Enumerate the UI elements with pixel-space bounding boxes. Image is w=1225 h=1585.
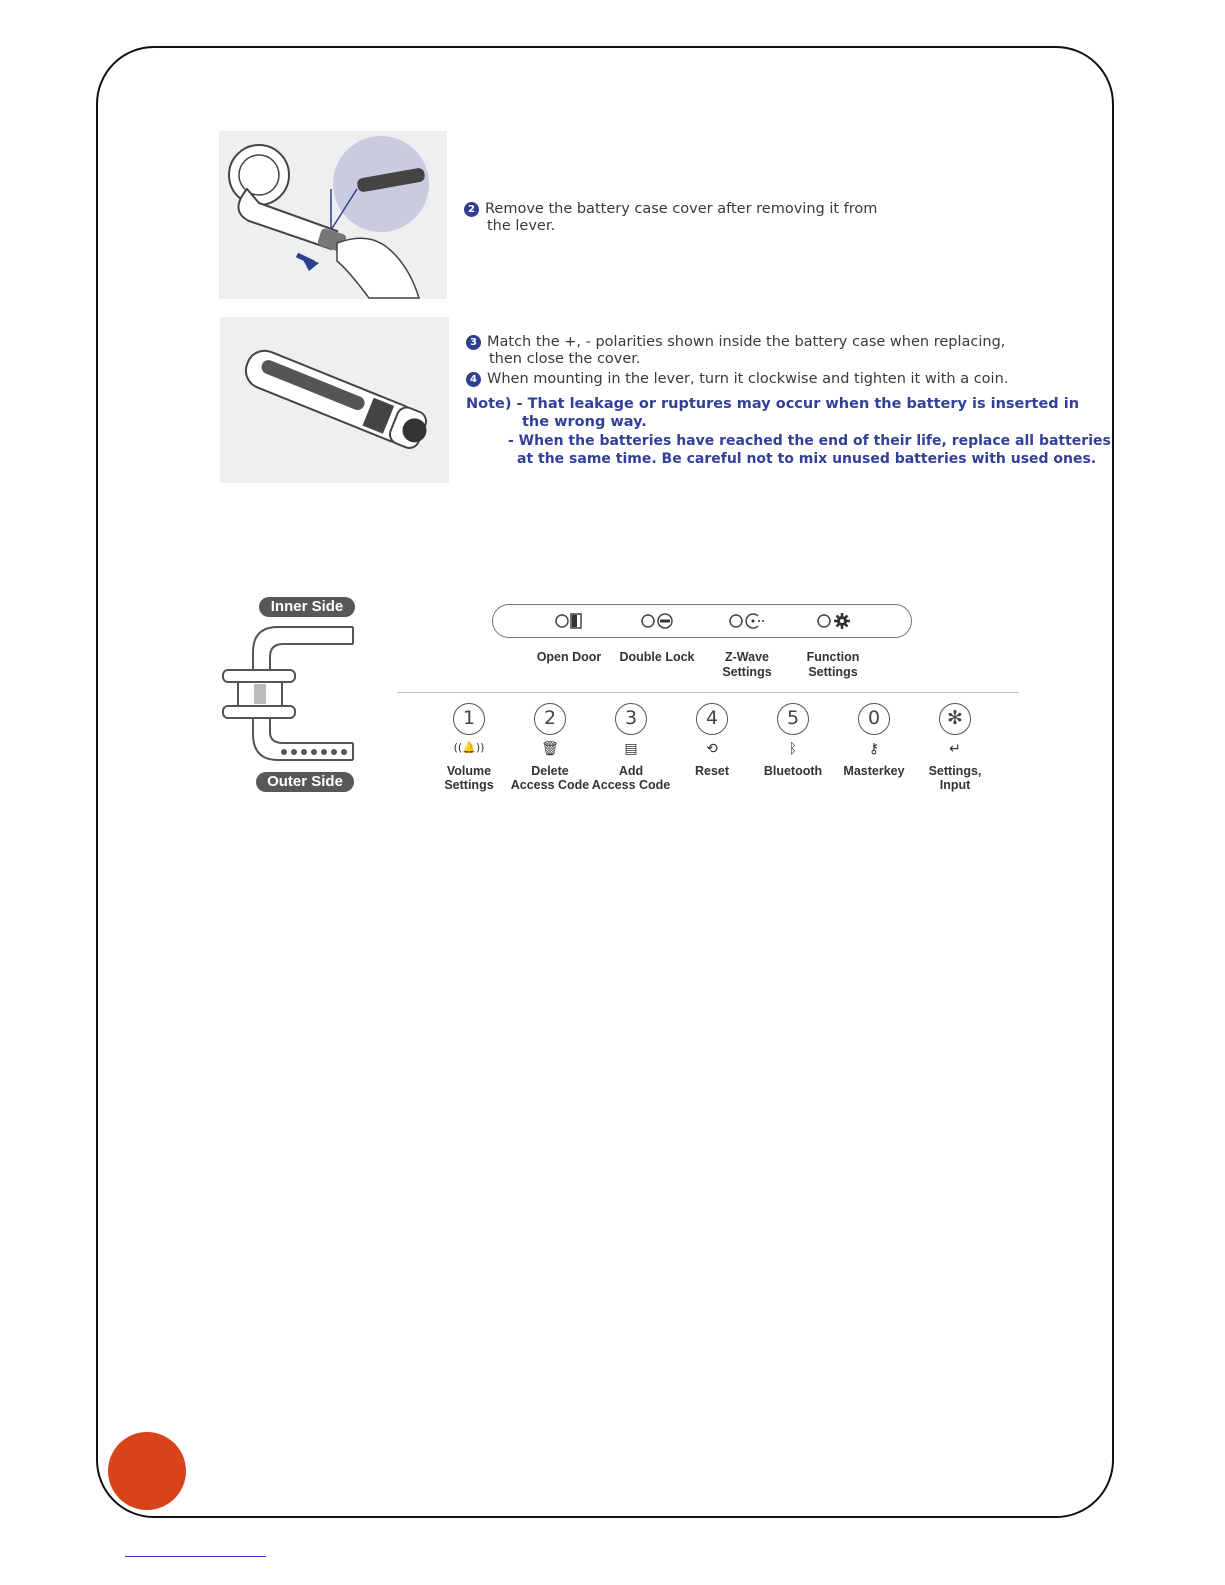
settings-input-label: Settings, Input bbox=[928, 764, 982, 792]
key-4[interactable]: 4 bbox=[696, 703, 728, 735]
step-2-text: 2 Remove the battery case cover after removing it from the lever. bbox=[464, 201, 877, 235]
trash-icon: 🗑 bbox=[541, 741, 559, 757]
key-5[interactable]: 5 bbox=[777, 703, 809, 735]
battery-removal-illustration bbox=[219, 131, 447, 299]
double-lock-icon bbox=[640, 612, 680, 630]
open-door-label: Open Door bbox=[536, 650, 602, 664]
key-0[interactable]: 0 bbox=[858, 703, 890, 735]
note-line-4: at the same time. Be careful not to mix unused batteries with used ones. bbox=[517, 451, 1097, 467]
reset-label: Reset bbox=[694, 764, 730, 778]
reset-icon: ⟲ bbox=[706, 741, 718, 757]
divider bbox=[397, 692, 1019, 693]
enter-icon: ↵ bbox=[949, 741, 961, 757]
outer-side-label: Outer Side bbox=[256, 772, 354, 792]
lock-side-view-illustration bbox=[218, 622, 358, 770]
step-3-text: 3 Match the +, - polarities shown inside the battery case when replacing, then close the cover. bbox=[466, 334, 1005, 368]
step-number-badge: 4 bbox=[466, 372, 481, 387]
step-number-badge: 2 bbox=[464, 202, 479, 217]
key-1[interactable]: 1 bbox=[453, 703, 485, 735]
footer-link-underline[interactable] bbox=[125, 1556, 266, 1557]
key-icon: ⚷ bbox=[868, 741, 880, 757]
note-line-3: - When the batteries have reached the end of their life, replace all batteries bbox=[508, 433, 1111, 449]
key-2[interactable]: 2 bbox=[534, 703, 566, 735]
masterkey-label: Masterkey bbox=[843, 764, 905, 778]
gear-icon bbox=[816, 612, 856, 630]
key-3[interactable]: 3 bbox=[615, 703, 647, 735]
note-line-1: Note) - That leakage or ruptures may occur when the battery is inserted in bbox=[466, 396, 1080, 412]
bluetooth-icon: ᛒ bbox=[788, 741, 798, 757]
zwave-settings-label: Z-Wave Settings bbox=[722, 650, 772, 679]
add-access-code-label: Add Access Code bbox=[591, 764, 671, 792]
page-marker-dot bbox=[108, 1432, 186, 1510]
key-star[interactable]: ✻ bbox=[939, 703, 971, 735]
step-number-badge: 3 bbox=[466, 335, 481, 350]
volume-settings-label: Volume Settings bbox=[444, 764, 494, 792]
function-settings-label: Function Settings bbox=[806, 650, 860, 679]
add-code-icon: ▤ bbox=[624, 741, 638, 757]
note-line-2: the wrong way. bbox=[522, 414, 647, 430]
volume-icon: ((🔔)) bbox=[453, 741, 485, 754]
door-icon bbox=[554, 612, 594, 630]
inner-side-label: Inner Side bbox=[259, 597, 355, 617]
zwave-icon bbox=[728, 612, 768, 630]
double-lock-label: Double Lock bbox=[619, 650, 695, 664]
step-4-text: 4 When mounting in the lever, turn it clockwise and tighten it with a coin. bbox=[466, 371, 1008, 388]
bluetooth-label: Bluetooth bbox=[763, 764, 823, 778]
delete-access-code-label: Delete Access Code bbox=[510, 764, 590, 792]
battery-case-illustration bbox=[220, 317, 449, 483]
